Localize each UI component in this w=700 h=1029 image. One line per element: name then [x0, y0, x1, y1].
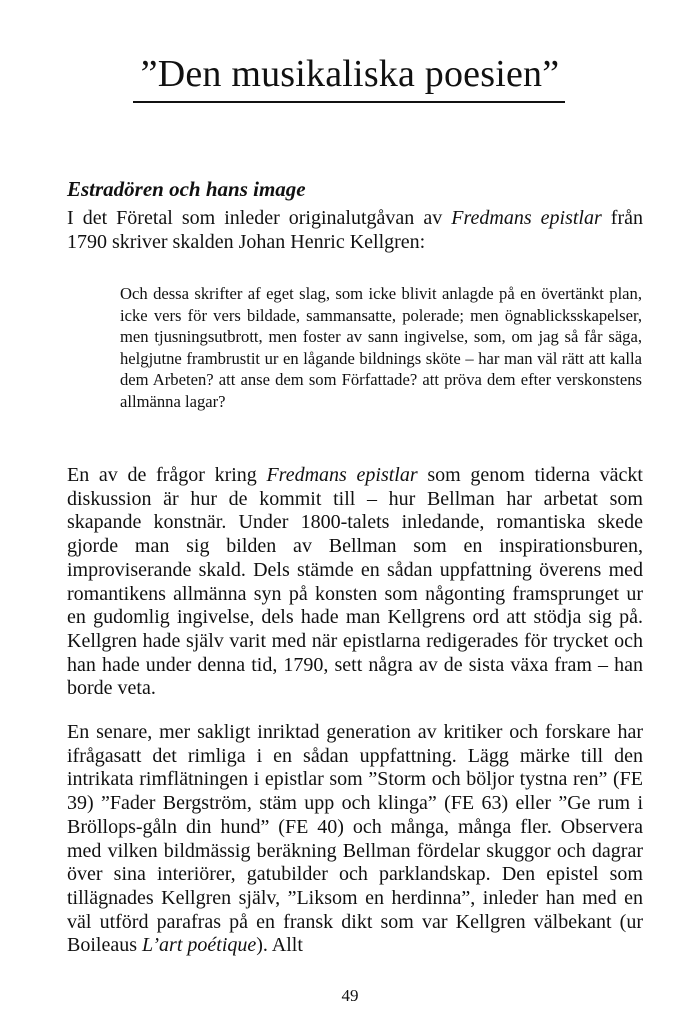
intro-book-title: Fredmans epistlar [451, 207, 602, 229]
paragraph2-text-after: ). Allt [256, 934, 303, 957]
chapter-title: ”Den musikaliska poesien” [140, 53, 560, 95]
page-number: 49 [341, 986, 359, 1005]
paragraph1-text-before: En av de frågor kring [67, 464, 267, 486]
intro-text-after: från 1790 skriver skalden Johan Henric Kellgren: [67, 207, 643, 253]
intro-paragraph [67, 207, 643, 254]
paragraph1-text-after: som genom tiderna väckt diskussion är hur de kommit till – hur Bellman har arbetat som skapande konstnär. Under 1800-talets inledande, romantiska skede gjorde man sig bilden av Bellman som en inspirationsburen, improviserande skald. Dels stämde en sådan uppfattning överens med romantikens allmänna syn på konsten som någonting framsprunget ur en gudomlig ingivelse, dels hade man Kellgrens ord att stödja sig på. Kellgren hade själv varit med när epistlarna redigerades för trycket och han hade under denna tid, 1790, sett några av de sista växa fram – han borde veta. [67, 464, 643, 700]
section-heading: Estradören och hans image [67, 177, 306, 201]
intro-text-before: I det Företal som inleder originalutgåvan av [67, 207, 452, 229]
paragraph2-text-before: En senare, mer sakligt inriktad generation av kritiker och forskare har ifrågasatt det rimliga i en sådan uppfattning. Lägg märke till den intrikata rimflätningen i epistlar som ”Storm och böljor tystna ren” (FE 39) ”Fader Bergström, stäm upp och klinga” (FE 63) eller ”Ge rum i Bröllops-gåln din hund” (FE 40) och många, många fler. Observera med vilken bildmässig beräkning Bellman fördelar skuggor och dagrar över sina interiörer, gatubilder och parklandskap. Den epistel som tillägnades Kellgren själv, ”Liksom en herdinna”, inleder han med en väl utförd parafras på en fransk dikt som var Kellgren välbekant (ur Boileaus [67, 721, 643, 957]
paragraph1-book-title: Fredmans epistlar [266, 464, 418, 486]
body-paragraph-2 [67, 721, 643, 958]
paragraph2-work-title: L’art poétique [142, 934, 257, 957]
body-paragraph-1 [67, 464, 643, 701]
title-underline [133, 101, 565, 103]
block-quote: Och dessa skrifter af eget slag, som icke blivit anlagde på en övertänkt plan, icke vers för vers bildade, sammansatte, polerade; men ögnablicksskapelser, men tjusningsutbrott, men foster av sann ingivelse, som, om jag så får säga, helgjutne frambrustit ur en lågande bildnings sköte – har man väl rätt att kalla dem Arbeten? att anse dem som Författade? att pröva dem efter verskonstens allmänna lagar? [120, 284, 642, 411]
